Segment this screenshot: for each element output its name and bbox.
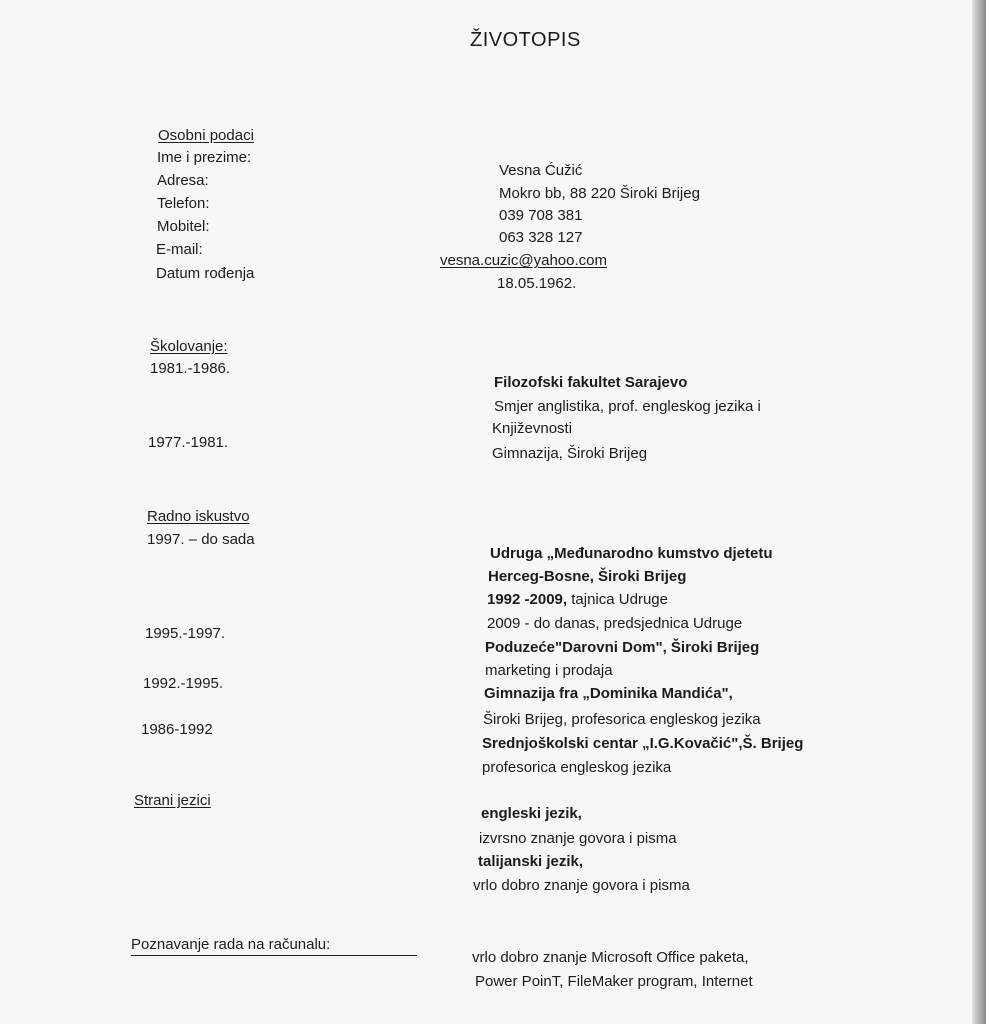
work-role: tajnica Udruge <box>567 591 668 608</box>
work-years: 1992 -2009, <box>487 591 568 608</box>
value-address: Mokro bb, 88 220 Široki Brijeg <box>499 185 700 202</box>
heading-underline <box>131 955 417 956</box>
computer-line: vrlo dobro znanje Microsoft Office paketa, <box>472 949 749 966</box>
label-email: E-mail: <box>156 241 203 258</box>
education-line: Filozofski fakultet Sarajevo <box>494 374 688 391</box>
label-birthdate: Datum rođenja <box>156 265 255 282</box>
personal-heading: Osobni podaci <box>158 127 254 144</box>
label-phone: Telefon: <box>157 195 210 212</box>
work-period: 1986-1992 <box>141 721 213 738</box>
work-line: Udruga „Međunarodno kumstvo djetetu <box>490 545 773 562</box>
work-line: Poduzeće"Darovni Dom", Široki Brijeg <box>485 639 760 656</box>
label-name: Ime i prezime: <box>157 149 252 166</box>
work-line: Srednjoškolski centar „I.G.Kovačić",Š. Brijeg <box>482 735 804 752</box>
page-edge-shadow <box>972 0 986 1024</box>
languages-heading: Strani jezici <box>134 792 211 809</box>
education-heading: Školovanje: <box>150 338 228 355</box>
work-line: 2009 - do danas, predsjednica Udruge <box>487 615 743 632</box>
value-birthdate: 18.05.1962. <box>497 275 577 292</box>
language-line: engleski jezik, <box>481 805 582 822</box>
education-period: 1977.-1981. <box>148 434 229 451</box>
label-address: Adresa: <box>157 172 209 189</box>
language-line: izvrsno znanje govora i pisma <box>479 830 677 847</box>
work-line: marketing i prodaja <box>485 662 613 679</box>
value-mobile: 063 328 127 <box>499 229 583 246</box>
education-period: 1981.-1986. <box>150 360 231 377</box>
value-email: vesna.cuzic@yahoo.com <box>440 252 607 269</box>
work-heading: Radno iskustvo <box>147 508 250 525</box>
work-period: 1997. – do sada <box>147 531 255 548</box>
work-period: 1995.-1997. <box>145 625 226 642</box>
work-line-mixed <box>487 590 668 610</box>
computer-heading: Poznavanje rada na računalu: <box>131 936 331 953</box>
education-line: Književnosti <box>492 420 573 437</box>
computer-line: Power PoinT, FileMaker program, Internet <box>475 973 753 990</box>
work-line: profesorica engleskog jezika <box>482 759 672 776</box>
work-period: 1992.-1995. <box>143 675 224 692</box>
work-line: Gimnazija fra „Dominika Mandića", <box>484 685 733 702</box>
label-mobile: Mobitel: <box>157 218 210 235</box>
language-line: vrlo dobro znanje govora i pisma <box>473 877 690 894</box>
education-line: Gimnazija, Široki Brijeg <box>492 445 648 462</box>
work-line: Herceg-Bosne, Široki Brijeg <box>488 568 687 585</box>
language-line: talijanski jezik, <box>478 853 584 870</box>
education-line: Smjer anglistika, prof. engleskog jezika i <box>494 398 761 415</box>
value-phone: 039 708 381 <box>499 207 583 224</box>
work-line: Široki Brijeg, profesorica engleskog jezika <box>483 711 761 728</box>
value-name: Vesna Ćužić <box>499 162 583 179</box>
document-title: ŽIVOTOPIS <box>470 29 581 51</box>
